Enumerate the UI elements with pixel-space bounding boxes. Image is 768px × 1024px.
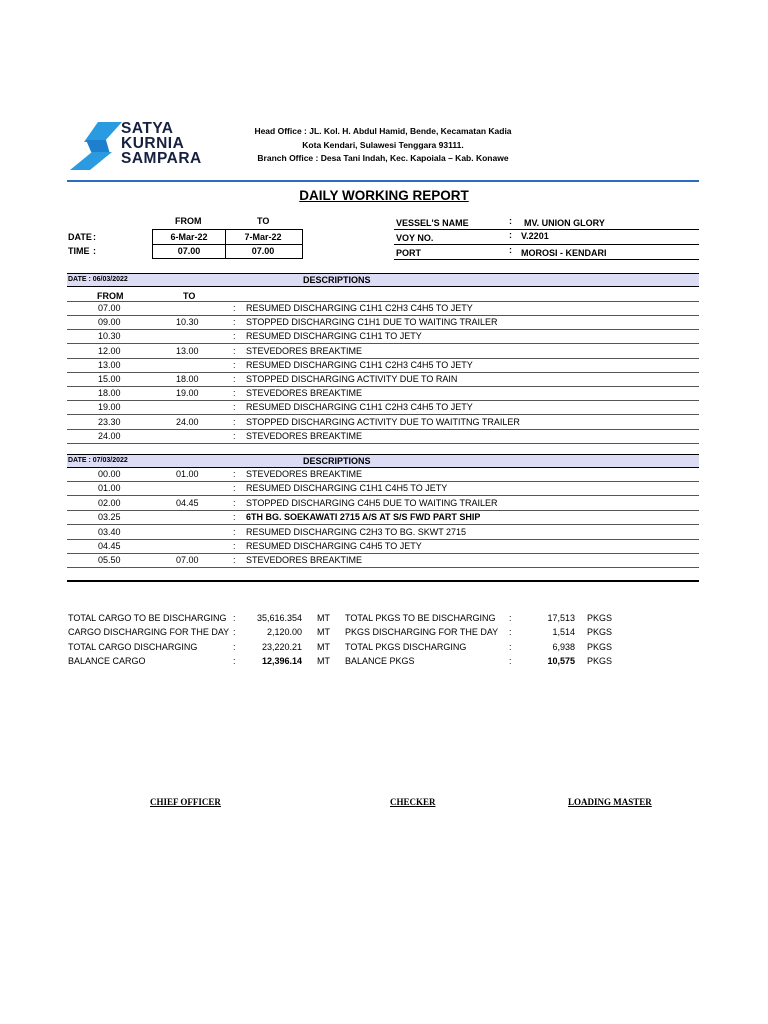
row-colon: : [233, 497, 236, 508]
row-colon: : [233, 374, 236, 384]
row-description: RESUMED DISCHARGING C1H1 C2H3 C4H5 TO JETY [246, 303, 473, 313]
row-colon: : [233, 331, 236, 342]
row-colon: : [233, 416, 236, 427]
table-row [67, 372, 699, 387]
row-colon: : [233, 388, 236, 399]
table-row [67, 539, 699, 554]
signature-loading-master: LOADING MASTER [568, 797, 652, 807]
section-1-date: DATE : 06/03/2022 [68, 276, 128, 283]
signature-checker: CHECKER [390, 797, 436, 807]
voy-divider [394, 244, 699, 245]
row-description: STEVEDORES BREAKTIME [246, 469, 363, 479]
section-1-header [67, 273, 699, 287]
cargo-value: 23,220.21 [261, 642, 302, 652]
row-description: STEVEDORES BREAKTIME [246, 555, 363, 566]
row-description: RESUMED DISCHARGING C1H1 C4H5 TO JETY [246, 483, 448, 494]
row-from: 18.00 [98, 388, 121, 399]
row-from: 03.25 [98, 512, 121, 523]
row-description: RESUMED DISCHARGING C1H1 C2H3 C4H5 TO JETY [246, 402, 473, 413]
table-row [67, 553, 699, 568]
row-from: 07.00 [98, 303, 121, 313]
from-label: FROM [175, 216, 202, 226]
date-label: DATE [68, 232, 92, 242]
address-line-1: Head Office : JL. Kol. H. Abdul Hamid, Bende, Kecamatan Kadia [254, 126, 512, 136]
table-row [67, 386, 699, 401]
table-row [67, 415, 699, 430]
pkgs-colon: : [509, 627, 512, 637]
time-from-cell: 07.00 [152, 244, 226, 259]
row-to: 04.45 [176, 497, 199, 508]
cargo-label: TOTAL CARGO TO BE DISCHARGING [68, 613, 227, 623]
row-from: 01.00 [98, 483, 121, 494]
table-row [67, 315, 699, 330]
row-from: 02.00 [98, 497, 121, 508]
row-description: STOPPED DISCHARGING ACTIVITY DUE TO RAIN [246, 374, 458, 384]
address-line-2: Kota Kendari, Sulawesi Tenggara 93111. [302, 140, 464, 150]
row-description: STOPPED DISCHARGING C1H1 DUE TO WAITING TRAILER [246, 317, 498, 328]
row-colon: : [233, 541, 236, 551]
cargo-value: 35,616.354 [256, 613, 302, 623]
vessel-divider [394, 229, 699, 230]
row-from: 00.00 [98, 469, 121, 479]
row-colon: : [233, 402, 236, 413]
row-description: STEVEDORES BREAKTIME [246, 388, 363, 399]
row-colon: : [233, 526, 236, 537]
cargo-value: 12,396.14 [261, 656, 302, 666]
row-description: STOPPED DISCHARGING C4H5 DUE TO WAITING TRAILER [246, 497, 498, 508]
row-colon: : [233, 469, 236, 479]
date-colon: : [93, 232, 96, 242]
table-row [67, 400, 699, 415]
section-1-to-header: TO [183, 291, 196, 301]
cargo-unit: MT [317, 627, 330, 637]
voy-label: VOY NO. [396, 233, 434, 243]
pkgs-value: 17,513 [547, 613, 575, 623]
pkgs-label: BALANCE PKGS [345, 656, 415, 666]
cargo-colon: : [233, 656, 236, 666]
cargo-label: CARGO DISCHARGING FOR THE DAY [68, 627, 230, 637]
company-name: SATYA KURNIA SAMPARA [121, 120, 202, 167]
address-line-3: Branch Office : Desa Tani Indah, Kec. Kapoiala – Kab. Konawe [257, 153, 509, 163]
table-bottom-rule [67, 580, 699, 582]
voy-colon: : [509, 230, 512, 240]
pkgs-value: 1,514 [552, 627, 575, 637]
row-description: RESUMED DISCHARGING C1H1 C2H3 C4H5 TO JETY [246, 359, 473, 370]
row-to: 24.00 [176, 416, 199, 427]
to-label: TO [257, 216, 270, 226]
signature-chief-officer: CHIEF OFFICER [150, 797, 221, 807]
pkgs-label: TOTAL PKGS DISCHARGING [345, 642, 467, 652]
row-to: 19.00 [176, 388, 199, 399]
row-from: 09.00 [98, 317, 121, 328]
voy-value: V.2201 [521, 231, 549, 241]
row-colon: : [233, 359, 236, 370]
table-row [67, 496, 699, 511]
row-description: STOPPED DISCHARGING ACTIVITY DUE TO WAITITNG TRAILER [246, 416, 520, 427]
time-colon: : [93, 246, 96, 256]
vessel-name-label: VESSEL'S NAME [396, 218, 469, 228]
time-label: TIME [68, 246, 90, 256]
cargo-colon: : [233, 613, 236, 623]
row-description: RESUMED DISCHARGING C4H5 TO JETY [246, 541, 422, 551]
table-row [67, 525, 699, 540]
vessel-name-colon: : [509, 216, 512, 226]
cargo-unit: MT [317, 642, 330, 652]
port-label: PORT [396, 248, 422, 258]
row-from: 13.00 [98, 359, 121, 370]
table-row [67, 510, 699, 525]
row-from: 10.30 [98, 331, 121, 342]
row-from: 19.00 [98, 402, 121, 413]
row-description: STEVEDORES BREAKTIME [246, 345, 363, 356]
section-2-desc-header: DESCRIPTIONS [303, 456, 371, 466]
row-from: 12.00 [98, 345, 121, 356]
cargo-label: TOTAL CARGO DISCHARGING [68, 642, 198, 652]
row-description: 6TH BG. SOEKAWATI 2715 A/S AT S/S FWD PART SHIP [246, 512, 481, 523]
row-from: 23.30 [98, 416, 121, 427]
section-2-date: DATE : 07/03/2022 [68, 457, 128, 464]
row-colon: : [233, 345, 236, 356]
section-1-from-header: FROM [97, 291, 124, 301]
row-colon: : [233, 483, 236, 494]
port-colon: : [509, 245, 512, 255]
row-colon: : [233, 317, 236, 328]
row-colon: : [233, 303, 236, 313]
port-value: MOROSI - KENDARI [521, 248, 607, 258]
report-title: DAILY WORKING REPORT [299, 188, 469, 203]
table-row [67, 344, 699, 359]
cargo-unit: MT [317, 656, 330, 666]
table-row [67, 301, 699, 316]
time-to-cell: 07.00 [224, 244, 303, 259]
pkgs-label: PKGS DISCHARGING FOR THE DAY [345, 627, 499, 637]
date-from-cell: 6-Mar-22 [152, 229, 226, 245]
row-description: RESUMED DISCHARGING C2H3 TO BG. SKWT 2715 [246, 526, 467, 537]
section-2-header [67, 454, 699, 468]
row-colon: : [233, 555, 236, 566]
row-from: 15.00 [98, 374, 121, 384]
table-row [67, 429, 699, 444]
vessel-name-value: MV. UNION GLORY [524, 218, 605, 228]
table-row [67, 329, 699, 344]
pkgs-colon: : [509, 642, 512, 652]
row-description: STEVEDORES BREAKTIME [246, 430, 363, 441]
port-divider [394, 259, 699, 260]
row-from: 24.00 [98, 430, 121, 441]
pkgs-value: 10,575 [547, 656, 575, 666]
pkgs-unit: PKGS [587, 656, 613, 666]
pkgs-label: TOTAL PKGS TO BE DISCHARGING [345, 613, 496, 623]
table-row [67, 467, 699, 482]
logo-mark-icon [70, 120, 122, 172]
row-description: RESUMED DISCHARGING C1H1 TO JETY [246, 331, 422, 342]
section-1-desc-header: DESCRIPTIONS [303, 275, 371, 285]
header-divider [67, 180, 699, 182]
table-row [67, 481, 699, 496]
row-from: 04.45 [98, 541, 121, 551]
row-to: 07.00 [176, 555, 199, 566]
pkgs-value: 6,938 [552, 642, 575, 652]
date-to-cell: 7-Mar-22 [224, 229, 303, 245]
row-to: 10.30 [176, 317, 199, 328]
cargo-colon: : [233, 642, 236, 652]
row-to: 18.00 [176, 374, 199, 384]
row-from: 03.40 [98, 526, 121, 537]
row-colon: : [233, 512, 236, 523]
table-row [67, 358, 699, 373]
row-colon: : [233, 430, 236, 441]
pkgs-colon: : [509, 613, 512, 623]
pkgs-unit: PKGS [587, 627, 613, 637]
pkgs-unit: PKGS [587, 613, 613, 623]
cargo-value: 2,120.00 [266, 627, 302, 637]
row-to: 13.00 [176, 345, 199, 356]
cargo-label: BALANCE CARGO [68, 656, 146, 666]
cargo-colon: : [233, 627, 236, 637]
pkgs-unit: PKGS [587, 642, 613, 652]
pkgs-colon: : [509, 656, 512, 666]
row-to: 01.00 [176, 469, 199, 479]
row-from: 05.50 [98, 555, 121, 566]
cargo-unit: MT [317, 613, 330, 623]
